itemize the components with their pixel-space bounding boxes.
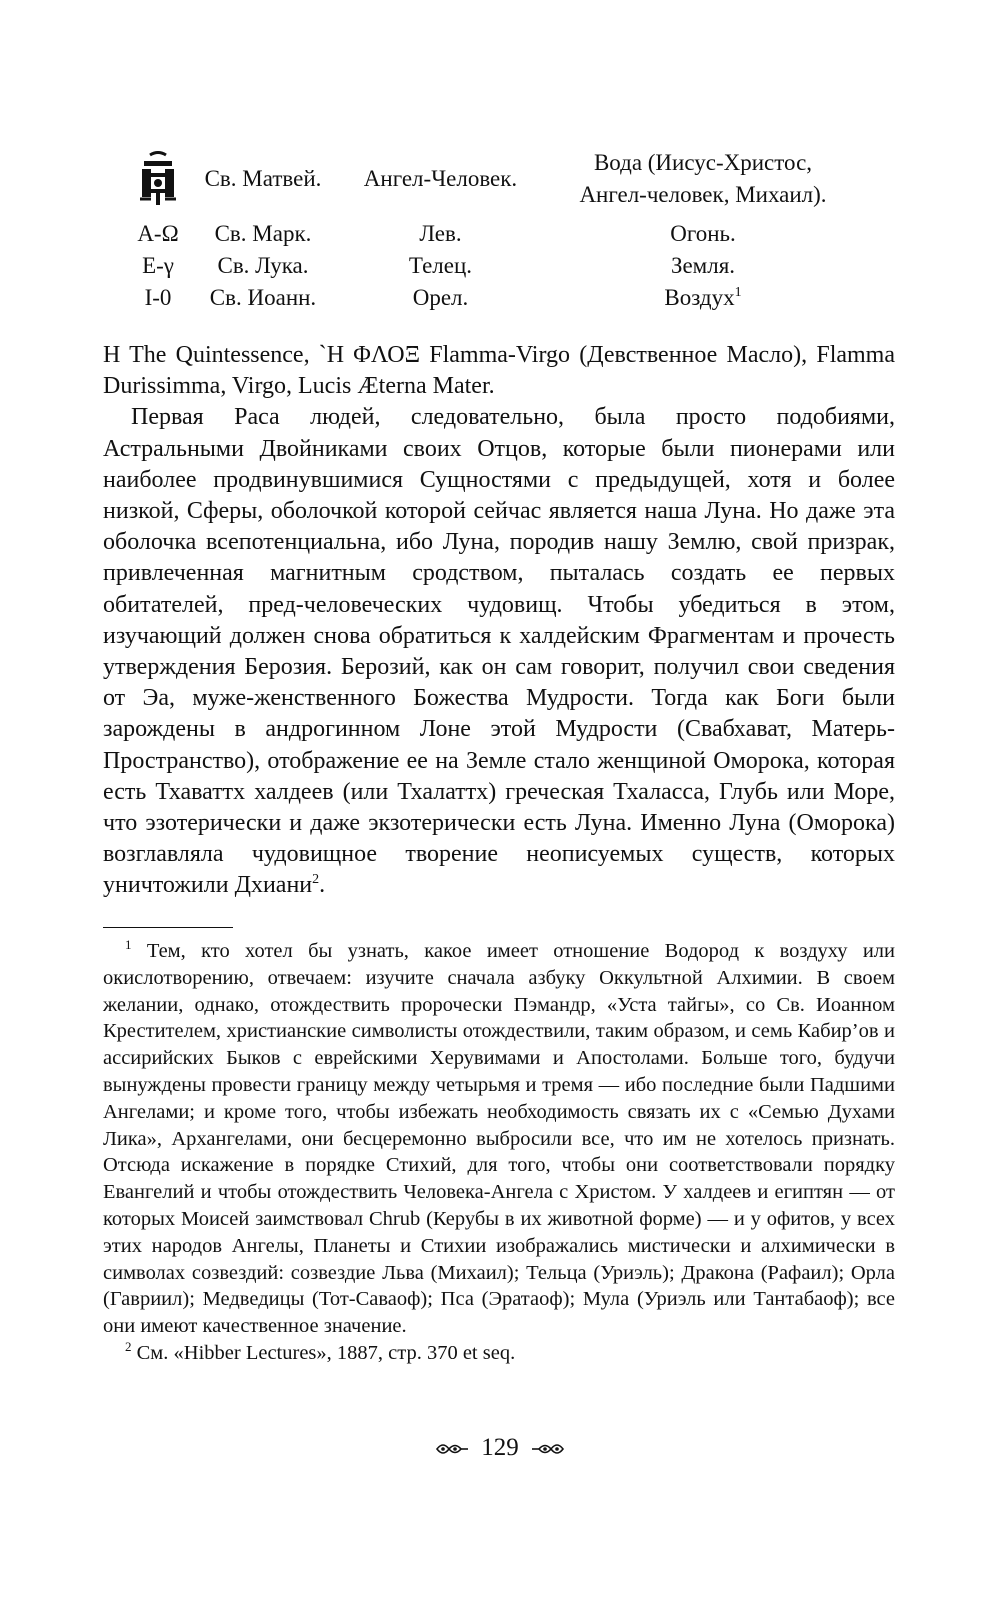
fleuron-left-icon	[435, 1439, 469, 1459]
table-row	[128, 282, 863, 314]
table-cell-element	[543, 282, 863, 314]
paragraph-text: Первая Раса людей, следовательно, была просто подобиями, Астральными Двойниками своих Отцов, которые были пионерами или наиболее продвинувшимися Сущностями с предыдущей, хотя и более низкой, Сферы, оболочкой которой сейчас является наша Луна. Но даже эта оболочка всепотенциальна, ибо Луна, породив нашу Землю, свой призрак, привлеченная магнитным сродством, пыталась создать ее первых обитателей, пред-человеческих чудовищ. Чтобы убедиться в этом, изучающий должен снова обратиться к халдейским Фрагментам и прочесть утверждения Берозия. Берозий, как он сам говорит, получил свои сведения от Эа, муже-женственного Божества Мудрости. Тогда как Боги были зарождены в андрогинном Лоне этой Мудрости (Свабхават, Матерь-Пространство), отображение ее на Земле стало женщиной Оморока, которая есть Тхаваттх халдеев (или Тхалаттх) греческая Тхаласса, Глубь или Море, что эзотерически и даже экзотерически есть Луна. Именно Луна (Оморока) возглавляла чудовищное творение неописуемых существ, которых уничтожили Дхиани	[103, 404, 895, 899]
element-text: Воздух	[664, 285, 735, 310]
footnote-divider	[103, 927, 233, 928]
table-cell-symbol: I-0	[144, 285, 172, 310]
element-line: Вода (Иисус-Христос,	[593, 150, 813, 175]
table-cell-saint: Св. Лука.	[217, 253, 309, 278]
table-cell-saint: Св. Марк.	[214, 221, 312, 246]
table-row	[128, 218, 863, 250]
page-number: 129	[481, 1434, 519, 1461]
footnote	[103, 1340, 895, 1367]
footnotes	[103, 938, 895, 1367]
table-cell-beast: Орел.	[412, 285, 469, 310]
footnote-ref-2[interactable]: 2	[312, 872, 320, 888]
table-cell-symbol: Е-γ	[142, 253, 174, 278]
footnote-text: Тем, кто хотел бы узнать, какое имеет отношение Водород к воздуху или окислотворению, отвечаем: изучите сначала азбуку Оккультной Алхимии. В своем желании, однако, отождествить пророчески Пэмандр, «Уста тайгы», со Св. Иоанном Крестителем, христианские символисты отождествили, таким образом, и семь Кабир’ов и ассирийских Быков с еврейскими Херувимами и Апостолами. Больше того, будучи вынуждены провести границу между четырьмя и тремя — ибо последние были Падшими Ангелами; и кроме того, чтобы избежать необходимость связать их с «Семью Духами Лика», Архангелами, они бесцеремонно выбросили все, что им не хотелось признать. Отсюда искажение в порядке Стихий, для того, чтобы они соответствовали порядку Евангелий и чтобы отождествить Человека-Ангела с Христом. У халдеев и египтян — от которых Моисей заимствовал Chrub (Керубы в их животной форме) — и у офитов, у всех этих народов Ангелы, Планеты и Стихии изображались мистически и алхимически в символах созвездий: созвездие Льва (Михаил); Тельца (Уриэль); Дракона (Рафаил); Орла (Гавриил); Медведицы (Тот-Саваоф); Пса (Эратаоф); Мула (Уриэль или Тантабаоф); все они имеют качественное значение.	[103, 940, 895, 1338]
footnote-text: См. «Hibber Lectures», 1887, стр. 370 et seq.	[136, 1341, 516, 1364]
main-text	[103, 340, 895, 902]
table-cell-element	[543, 140, 863, 218]
fleuron-right-icon	[531, 1439, 565, 1459]
table-cell-saint: Св. Матвей.	[204, 166, 322, 191]
table-cell-saint: Св. Иоанн.	[209, 285, 317, 310]
footnote-mark: 1	[125, 937, 132, 952]
table-cell-beast: Лев.	[419, 221, 462, 246]
table-row	[128, 250, 863, 282]
composite-glyph-icon	[136, 149, 180, 209]
table-cell-beast: Телец.	[408, 253, 473, 278]
paragraph: H The Quintessence, `H ΦΛΟΞ Flamma-Virgo (Девственное Масло), Flamma Durissimma, Virgo, Lucis Æterna Mater.	[103, 342, 895, 400]
element-line: Ангел-человек, Михаил).	[579, 182, 827, 207]
table-cell-symbol: A-Ω	[137, 221, 179, 246]
footnote	[103, 938, 895, 1340]
page-number-line	[0, 1430, 1000, 1466]
paragraph: Первая Раса людей, следовательно, была просто подобиями, Астральными Двойниками своих Отцов, которые были пионерами или наиболее продвинувшимися Сущностями с предыдущей, хотя и более низкой, Сферы, оболочкой которой сейчас является наша Луна. Но даже эта оболочка всепотенциальна, ибо Луна, породив нашу Землю, свой призрак, привлеченная магнитным сродством, пыталась создать ее первых обитателей, пред-человеческих чудовищ. Чтобы убедиться в этом, изучающий должен снова обратиться к халдейским Фрагментам и прочесть утверждения Берозия. Берозий, как он сам говорит, получил свои сведения от Эа, муже-женственного Божества Мудрости. Тогда как Боги были зарождены в андрогинном Лоне этой Мудрости (Свабхават, Матерь-Пространство), отображение ее на Земле стало женщиной Оморока, которая есть Тхаваттх халдеев (или Тхалаттх) греческая Тхаласса, Глубь или Море, что эзотерически и даже экзотерически есть Луна. Именно Луна (Оморока) возглавляла чудовищное творение неописуемых существ, которых уничтожили Дхиани$^2$.	[103, 404, 895, 899]
table-cell-symbol	[128, 140, 188, 218]
table-row	[128, 140, 863, 218]
correspondence-table	[128, 140, 863, 314]
footnote-ref-1[interactable]: 1	[734, 285, 742, 300]
footnote-mark: 2	[125, 1338, 132, 1354]
table-cell-beast: Ангел-Человек.	[363, 166, 518, 191]
table-cell-element: Огонь.	[670, 221, 736, 246]
table-cell-element: Земля.	[670, 253, 736, 278]
